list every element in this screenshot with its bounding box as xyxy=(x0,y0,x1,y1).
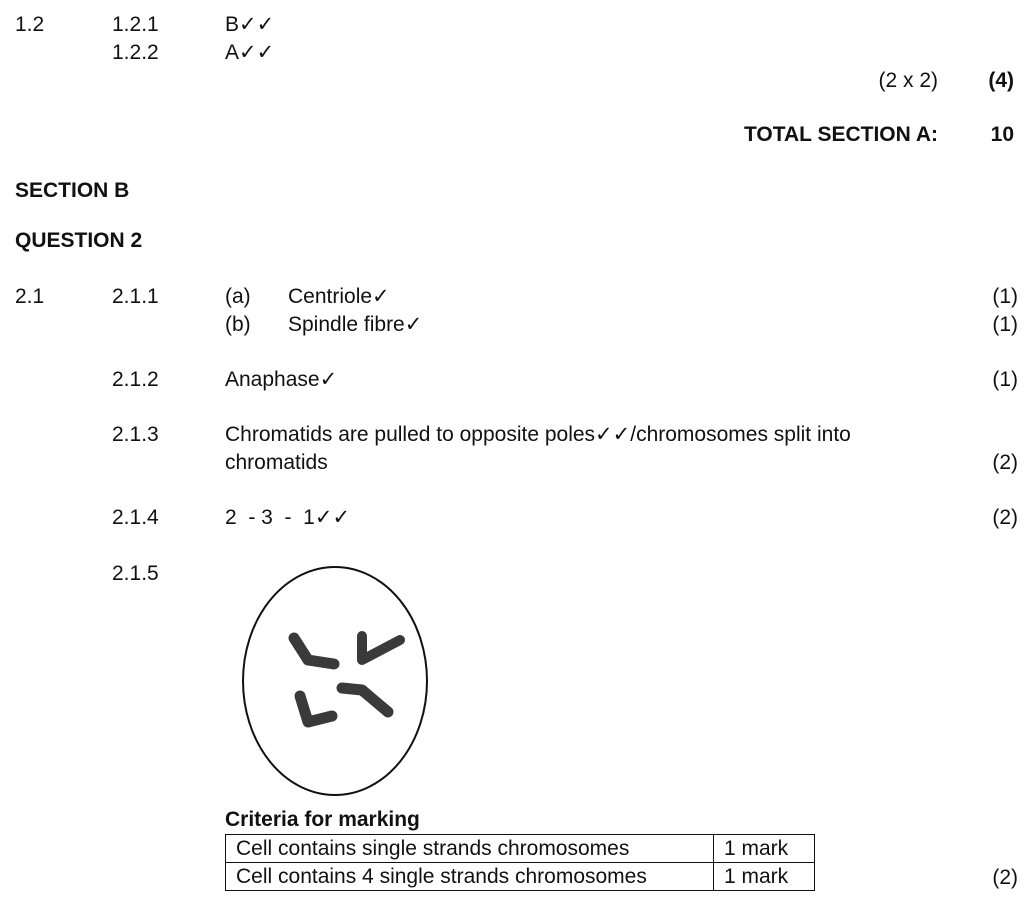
q2-1-4-marks: (2) xyxy=(992,506,1018,529)
q2-1-3-answer-line2: chromatids xyxy=(225,451,328,474)
q2-1-1-a-answer: Centriole✓ xyxy=(288,285,390,308)
q1-2-2-number: 1.2.2 xyxy=(112,41,159,64)
table-row xyxy=(226,835,815,863)
q2-1-5-marks: (2) xyxy=(992,866,1018,889)
mark-cell: 1 mark xyxy=(714,835,815,863)
section-b-heading: SECTION B xyxy=(15,179,130,202)
q2-1-label: 2.1 xyxy=(15,285,45,308)
q1-2-1-number: 1.2.1 xyxy=(112,13,159,36)
q2-1-4-answer: 2 - 3 - 1✓✓ xyxy=(225,506,351,529)
q2-1-1-a-letter: (a) xyxy=(225,285,251,308)
q2-1-2-number: 2.1.2 xyxy=(112,368,159,391)
q2-1-4-number: 2.1.4 xyxy=(112,506,159,529)
cell-membrane xyxy=(243,567,427,795)
q2-1-1-b-answer: Spindle fibre✓ xyxy=(288,313,423,336)
criterion-cell: Cell contains single strands chromosomes xyxy=(226,835,714,863)
q1-2-2-answer: A✓✓ xyxy=(225,41,275,64)
criteria-title: Criteria for marking xyxy=(225,808,420,831)
q2-1-1-a-marks: (1) xyxy=(992,285,1018,308)
q1-2-1-answer: B✓✓ xyxy=(225,13,275,36)
question-2-heading: QUESTION 2 xyxy=(15,229,143,252)
q2-1-3-answer-line1: Chromatids are pulled to opposite poles✓✓/chromosomes split into xyxy=(225,423,851,446)
q1-2-label: 1.2 xyxy=(15,13,45,36)
q2-1-1-number: 2.1.1 xyxy=(112,285,159,308)
cell-diagram xyxy=(236,560,436,802)
mark-cell: 1 mark xyxy=(714,863,815,891)
q2-1-1-b-letter: (b) xyxy=(225,313,251,336)
table-row xyxy=(226,863,815,891)
q2-1-3-marks: (2) xyxy=(992,451,1018,474)
q2-1-1-b-marks: (1) xyxy=(992,313,1018,336)
criteria-table xyxy=(225,834,815,891)
q1-2-marks: (4) xyxy=(988,69,1014,92)
q2-1-5-number: 2.1.5 xyxy=(112,562,159,585)
q2-1-2-marks: (1) xyxy=(992,368,1018,391)
total-section-a-label: TOTAL SECTION A: xyxy=(743,123,938,146)
q2-1-2-answer: Anaphase✓ xyxy=(225,368,338,391)
q1-2-calculation: (2 x 2) xyxy=(878,69,938,92)
total-section-a-value: 10 xyxy=(990,123,1014,146)
q2-1-3-number: 2.1.3 xyxy=(112,423,159,446)
criterion-cell: Cell contains 4 single strands chromosomes xyxy=(226,863,714,891)
